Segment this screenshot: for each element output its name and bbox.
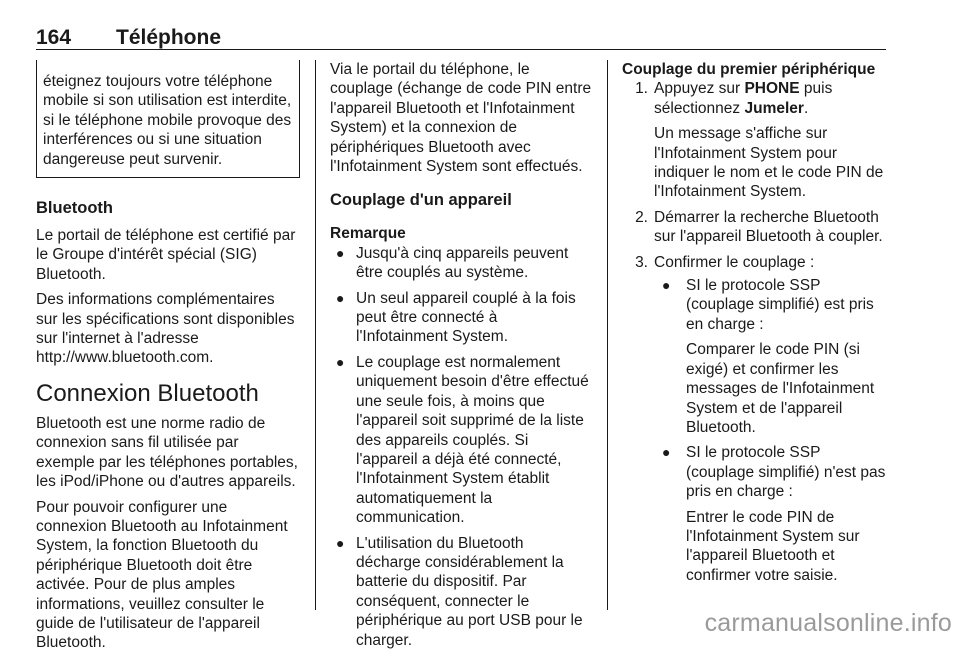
- step-2-text: Démarrer la recherche Bluetooth sur l'appareil Bluetooth à coupler.: [654, 208, 883, 246]
- note-item: [330, 353, 592, 528]
- warning-box: [36, 60, 300, 178]
- step-number: 3.: [635, 253, 648, 271]
- note-item: [330, 289, 592, 347]
- step-1: [622, 79, 888, 201]
- sub-item: [654, 276, 888, 437]
- bullet-icon: ●: [336, 289, 345, 306]
- note-text: Jusqu'à cinq appareils peuvent être couplés au système.: [356, 244, 569, 282]
- note-text: L'utilisation du Bluetooth décharge considérablement la batterie du dispositif. Par conséquent, connecter le périphérique au port USB pour le charger.: [356, 534, 583, 649]
- header-rule: [36, 49, 886, 50]
- column-3: [622, 60, 888, 597]
- bluetooth-heading: Bluetooth: [36, 199, 113, 218]
- page-title: Téléphone: [116, 26, 222, 49]
- column-2: [330, 60, 592, 656]
- remarque-label: Remarque: [330, 225, 406, 243]
- page-number: 164: [36, 26, 72, 49]
- step-3-text: Confirmer le couplage :: [654, 253, 815, 271]
- step-1-text: Appuyez sur PHONE puis sélectionnez Jumeler.: [654, 80, 833, 117]
- bullet-icon: ●: [336, 244, 345, 261]
- bullet-icon: ●: [336, 353, 345, 370]
- step-number: 2.: [635, 208, 648, 226]
- step-number: 1.: [635, 80, 648, 98]
- note-item: [330, 244, 592, 283]
- phone-key-label: PHONE: [744, 80, 800, 98]
- portal-intro: Via le portail du téléphone, le couplage (échange de code PIN entre l'appareil Bluetooth et l'Infotainment System) et la connexion de périphériques Bluetooth avec l'Infotainment System sont effectués.: [330, 61, 592, 176]
- note-text: Le couplage est normalement uniquement besoin d'être effectué une seule fois, à moins que l'appareil soit supprimé de la liste des appareils couplés. Si l'appareil a déjà été connecté, l'Infotainment System établit automatiquement la communication.: [356, 353, 589, 527]
- note-item: [330, 534, 592, 650]
- column-divider-1: [315, 60, 316, 610]
- watermark: carmanualsonline.info: [704, 609, 952, 637]
- bullet-icon: ●: [662, 444, 671, 461]
- connexion-paragraph-1: Bluetooth est une norme radio de connexion sans fil utilisée par exemple par les téléphones portables, les iPod/iPhone ou d'autres appareils.: [36, 414, 298, 491]
- sub-item-text: SI le protocole SSP (couplage simplifié) n'est pas pris en charge :: [686, 444, 886, 501]
- step-3: [622, 253, 888, 592]
- jumeler-label: Jumeler: [744, 99, 804, 117]
- connexion-heading: Connexion Bluetooth: [36, 379, 259, 407]
- sub-item-detail: Entrer le code PIN de l'Infotainment System sur l'appareil Bluetooth et confirmer votre saisie.: [686, 508, 860, 584]
- step-1-detail: Un message s'affiche sur l'Infotainment System pour indiquer le nom et le code PIN de l'Infotainment System.: [654, 125, 884, 201]
- bluetooth-paragraph-1: Le portail de téléphone est certifié par le Groupe d'intérêt spécial (SIG) Bluetooth.: [36, 227, 296, 283]
- sub-item: [654, 443, 888, 585]
- page-header: [36, 26, 886, 50]
- bluetooth-paragraph-2: Des informations complémentaires sur les spécifications sont disponibles sur l'internet à l'adresse: [36, 291, 295, 348]
- sub-item-text: SI le protocole SSP (couplage simplifié) est pris en charge :: [686, 277, 874, 333]
- warning-text: éteignez toujours votre téléphone mobile si son utilisation est interdite, si le téléphone mobile provoque des interférences ou si une situation dangereuse peut survenir.: [43, 73, 292, 168]
- connexion-paragraph-2: Pour pouvoir configurer une connexion Bluetooth au Infotainment System, la fonction Bluetooth du périphérique Bluetooth doit être activée. Pour de plus amples informations, veuillez consulter le guide de l'utilisateur de l'appareil Bluetooth.: [36, 498, 288, 652]
- couplage-heading: Couplage d'un appareil: [330, 191, 512, 210]
- bullet-icon: ●: [662, 277, 671, 294]
- column-divider-2: [607, 60, 608, 610]
- bullet-icon: ●: [336, 534, 345, 551]
- column-1: [36, 60, 300, 659]
- first-pairing-heading: Couplage du premier périphérique: [622, 61, 876, 78]
- step-2: [622, 208, 888, 247]
- note-text: Un seul appareil couplé à la fois peut être connecté à l'Infotainment System.: [356, 289, 576, 346]
- bluetooth-url: http://www.bluetooth.com.: [36, 349, 214, 367]
- sub-item-detail: Comparer le code PIN (si exigé) et confirmer les messages de l'Infotainment System et de l'appareil Bluetooth.: [686, 341, 875, 436]
